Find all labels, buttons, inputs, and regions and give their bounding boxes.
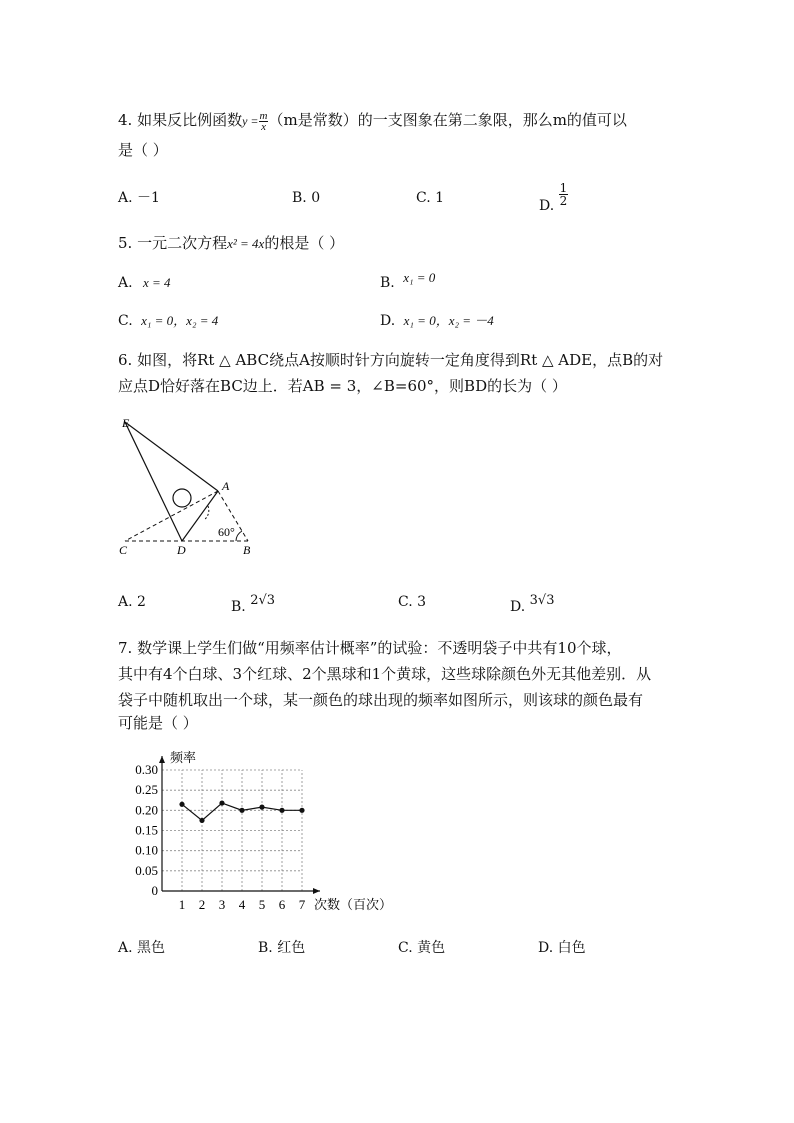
segment-ea (125, 422, 218, 491)
q5-option-c-label: C. (118, 313, 133, 329)
x-axis-label: 次数（百次） (314, 897, 393, 912)
q6-option-b-label: B. (231, 599, 246, 615)
q6-figure (110, 410, 280, 560)
q5-option-d-text: x₁ = 0，x₂ = －4 (403, 313, 494, 328)
q5-option-b-text: x₁ = 0 (403, 270, 436, 285)
frequency-chart (110, 745, 400, 920)
q7-line4: 可能是（ ） (118, 714, 198, 732)
q5-option-b (380, 270, 436, 293)
q4-func-den: x (261, 120, 266, 133)
y-tick-label: 0.05 (135, 862, 158, 878)
q4-text-b: （m是常数）的一支图象在第二象限，那么m的值可以 (268, 111, 627, 129)
x-tick-label: 5 (258, 897, 266, 912)
data-point (179, 802, 184, 807)
q7-option-a: A. 黑色 (118, 940, 166, 956)
label-e: E (122, 416, 130, 430)
q7-option-b: B. 红色 (258, 940, 306, 956)
q4-line2: 是（ ） (118, 141, 168, 159)
q5-option-a-label: A. (118, 275, 133, 291)
y-tick-label: 0.15 (135, 822, 158, 838)
data-point (239, 808, 244, 813)
q4-func-fraction (259, 111, 269, 132)
q5-option-d (380, 311, 494, 331)
data-point (219, 800, 224, 805)
x-tick-label: 7 (298, 897, 306, 912)
q6-option-d (510, 592, 554, 613)
x-tick-label: 4 (238, 897, 246, 912)
q7-line2: 其中有4个白球、3个红球、2个黑球和1个黄球，这些球除颜色外无其他差别．从 (118, 665, 652, 683)
q5-option-c-text: x₁ = 0，x₂ = 4 (141, 313, 219, 328)
y-tick-label: 0.25 (135, 782, 158, 798)
x-tick-label: 3 (218, 897, 226, 912)
q5-option-a (118, 273, 171, 293)
q6-line1: 6. 如图，将Rt △ ABC绕点A按顺时针方向旋转一定角度得到Rt △ ADE，点B的对 (118, 351, 664, 369)
y-tick-label: 0 (151, 883, 158, 898)
data-point (299, 808, 304, 813)
segment-ed (125, 422, 182, 541)
q6-option-c: C. 3 (398, 594, 427, 610)
q5-option-c (118, 311, 218, 331)
q5-text-a: 5. 一元二次方程 (118, 234, 228, 252)
q4-option-c: C. 1 (416, 190, 445, 206)
q4-func-lhs: y = (242, 114, 259, 128)
q4-option-d-num: 1 (559, 181, 568, 195)
q7-line3: 袋子中随机取出一个球，某一颜色的球出现的频率如图所示，则该球的颜色最有 (118, 691, 644, 709)
y-tick-label: 0.20 (135, 802, 158, 818)
segment-ac (125, 491, 218, 541)
q6-option-d-label: D. (510, 599, 526, 615)
angle-label: 60° (218, 525, 235, 539)
q5-option-d-label: D. (380, 313, 396, 329)
x-tick-label: 1 (178, 897, 186, 912)
data-point (279, 808, 284, 813)
q7-line1: 7. 数学课上学生们做“用频率估计概率”的试验：不透明袋子中共有10个球， (118, 639, 622, 657)
q6-option-a: A. 2 (118, 594, 146, 610)
data-point (259, 805, 264, 810)
q6-option-d-text: 3√3 (529, 593, 555, 608)
q4-line1 (118, 110, 627, 132)
q7-option-d: D. 白色 (538, 940, 586, 956)
data-point (199, 818, 204, 823)
q5-option-b-label: B. (380, 275, 395, 291)
x-tick-label: 2 (198, 897, 206, 912)
angle-arc-b (236, 531, 242, 541)
q4-option-d-label: D. (539, 197, 555, 214)
q6-option-b-text: 2√3 (250, 593, 276, 608)
x-tick-label: 6 (278, 897, 286, 912)
q4-option-d (539, 181, 568, 214)
q4-option-d-den: 2 (559, 194, 568, 208)
y-axis-arrow (159, 756, 165, 763)
label-c: C (119, 543, 128, 557)
y-axis-label: 频率 (170, 750, 197, 765)
label-b: B (243, 543, 251, 557)
x-axis-arrow (313, 888, 320, 894)
label-d: D (177, 543, 186, 557)
q5-option-a-text: x = 4 (143, 275, 171, 290)
segment-ad (182, 491, 218, 541)
y-tick-label: 0.10 (135, 842, 158, 858)
q4-option-a: A. －1 (118, 190, 160, 206)
label-a: A (222, 479, 230, 493)
q6-option-b (231, 592, 275, 613)
y-tick-label: 0.30 (135, 762, 158, 777)
q5-text-b: 的根是（ ） (264, 234, 345, 252)
circle-mark (173, 489, 191, 507)
q4-func-num: m (259, 109, 268, 122)
q5-line1 (118, 233, 344, 254)
q4-option-d-fraction (559, 182, 569, 207)
q5-equation: x² = 4x (227, 236, 265, 251)
q6-line2: 应点D恰好落在BC边上．若AB = 3，∠B=60°，则BD的长为（ ） (118, 377, 567, 395)
q4-option-b: B. 0 (292, 190, 321, 206)
q4-text-a: 4. 如果反比例函数 (118, 111, 243, 129)
q7-option-c: C. 黄色 (398, 940, 446, 956)
